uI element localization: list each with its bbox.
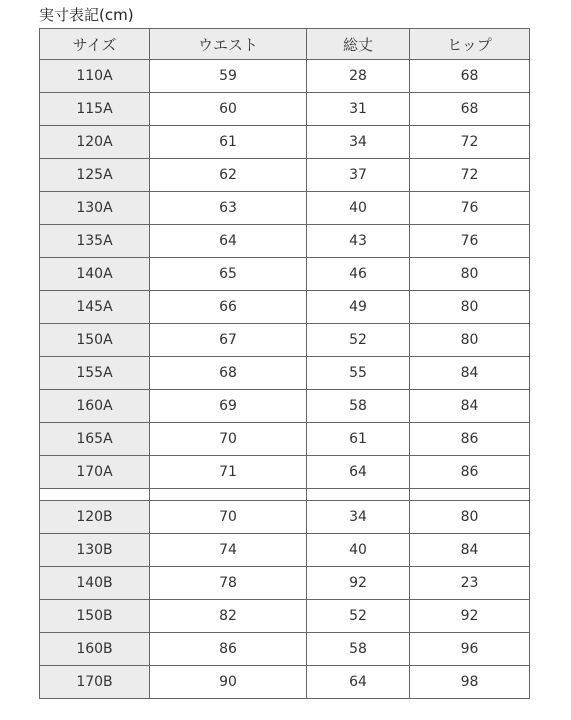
hip-cell: 84 xyxy=(410,534,530,567)
spacer-cell xyxy=(307,489,410,501)
table-row xyxy=(40,291,530,324)
size-cell: 115A xyxy=(40,93,150,126)
waist-cell: 61 xyxy=(150,126,307,159)
header-waist: ウエスト xyxy=(150,29,307,60)
hip-cell: 98 xyxy=(410,666,530,699)
size-cell: 160B xyxy=(40,633,150,666)
table-row xyxy=(40,192,530,225)
length-cell: 43 xyxy=(307,225,410,258)
hip-cell: 72 xyxy=(410,159,530,192)
size-cell: 140A xyxy=(40,258,150,291)
hip-cell: 86 xyxy=(410,423,530,456)
hip-cell: 92 xyxy=(410,600,530,633)
waist-cell: 74 xyxy=(150,534,307,567)
spacer-row xyxy=(40,489,530,501)
waist-cell: 65 xyxy=(150,258,307,291)
waist-cell: 64 xyxy=(150,225,307,258)
length-cell: 92 xyxy=(307,567,410,600)
size-cell: 145A xyxy=(40,291,150,324)
hip-cell: 80 xyxy=(410,291,530,324)
waist-cell: 68 xyxy=(150,357,307,390)
size-cell: 155A xyxy=(40,357,150,390)
size-cell: 130A xyxy=(40,192,150,225)
table-row xyxy=(40,60,530,93)
header-row xyxy=(40,29,530,60)
size-cell: 165A xyxy=(40,423,150,456)
size-cell: 170B xyxy=(40,666,150,699)
hip-cell: 23 xyxy=(410,567,530,600)
hip-cell: 72 xyxy=(410,126,530,159)
table-row xyxy=(40,258,530,291)
hip-cell: 76 xyxy=(410,192,530,225)
table-row xyxy=(40,324,530,357)
waist-cell: 59 xyxy=(150,60,307,93)
table-spacer xyxy=(40,489,530,501)
length-cell: 64 xyxy=(307,456,410,489)
waist-cell: 90 xyxy=(150,666,307,699)
table-row xyxy=(40,534,530,567)
table-row xyxy=(40,357,530,390)
table-row xyxy=(40,456,530,489)
hip-cell: 80 xyxy=(410,501,530,534)
waist-cell: 82 xyxy=(150,600,307,633)
table-row xyxy=(40,126,530,159)
table-row xyxy=(40,633,530,666)
length-cell: 58 xyxy=(307,633,410,666)
length-cell: 28 xyxy=(307,60,410,93)
size-cell: 110A xyxy=(40,60,150,93)
length-cell: 61 xyxy=(307,423,410,456)
table-row xyxy=(40,567,530,600)
hip-cell: 86 xyxy=(410,456,530,489)
table-body-a-sizes xyxy=(40,60,530,489)
length-cell: 55 xyxy=(307,357,410,390)
size-cell: 120B xyxy=(40,501,150,534)
size-cell: 160A xyxy=(40,390,150,423)
spacer-cell xyxy=(410,489,530,501)
waist-cell: 66 xyxy=(150,291,307,324)
waist-cell: 67 xyxy=(150,324,307,357)
waist-cell: 70 xyxy=(150,501,307,534)
header-length: 総丈 xyxy=(307,29,410,60)
table-row xyxy=(40,225,530,258)
waist-cell: 63 xyxy=(150,192,307,225)
length-cell: 40 xyxy=(307,192,410,225)
hip-cell: 96 xyxy=(410,633,530,666)
length-cell: 49 xyxy=(307,291,410,324)
waist-cell: 62 xyxy=(150,159,307,192)
waist-cell: 69 xyxy=(150,390,307,423)
table-row xyxy=(40,666,530,699)
size-cell: 150B xyxy=(40,600,150,633)
size-cell: 170A xyxy=(40,456,150,489)
size-cell: 135A xyxy=(40,225,150,258)
size-cell: 130B xyxy=(40,534,150,567)
table-row xyxy=(40,501,530,534)
hip-cell: 80 xyxy=(410,324,530,357)
hip-cell: 84 xyxy=(410,357,530,390)
length-cell: 64 xyxy=(307,666,410,699)
table-body-b-sizes xyxy=(40,501,530,699)
table-row xyxy=(40,159,530,192)
length-cell: 52 xyxy=(307,324,410,357)
length-cell: 52 xyxy=(307,600,410,633)
length-cell: 37 xyxy=(307,159,410,192)
hip-cell: 84 xyxy=(410,390,530,423)
table-caption: 実寸表記(cm) xyxy=(39,6,134,24)
spacer-cell xyxy=(40,489,150,501)
hip-cell: 68 xyxy=(410,93,530,126)
size-cell: 120A xyxy=(40,126,150,159)
table-row xyxy=(40,390,530,423)
length-cell: 58 xyxy=(307,390,410,423)
length-cell: 46 xyxy=(307,258,410,291)
hip-cell: 68 xyxy=(410,60,530,93)
header-hip: ヒップ xyxy=(410,29,530,60)
length-cell: 34 xyxy=(307,501,410,534)
waist-cell: 71 xyxy=(150,456,307,489)
hip-cell: 80 xyxy=(410,258,530,291)
length-cell: 40 xyxy=(307,534,410,567)
waist-cell: 86 xyxy=(150,633,307,666)
header-size: サイズ xyxy=(40,29,150,60)
waist-cell: 78 xyxy=(150,567,307,600)
size-table xyxy=(39,28,530,699)
size-cell: 125A xyxy=(40,159,150,192)
table-header xyxy=(40,29,530,60)
length-cell: 34 xyxy=(307,126,410,159)
table-row xyxy=(40,600,530,633)
spacer-cell xyxy=(150,489,307,501)
waist-cell: 60 xyxy=(150,93,307,126)
hip-cell: 76 xyxy=(410,225,530,258)
table-row xyxy=(40,423,530,456)
length-cell: 31 xyxy=(307,93,410,126)
table-row xyxy=(40,93,530,126)
size-cell: 140B xyxy=(40,567,150,600)
size-cell: 150A xyxy=(40,324,150,357)
waist-cell: 70 xyxy=(150,423,307,456)
